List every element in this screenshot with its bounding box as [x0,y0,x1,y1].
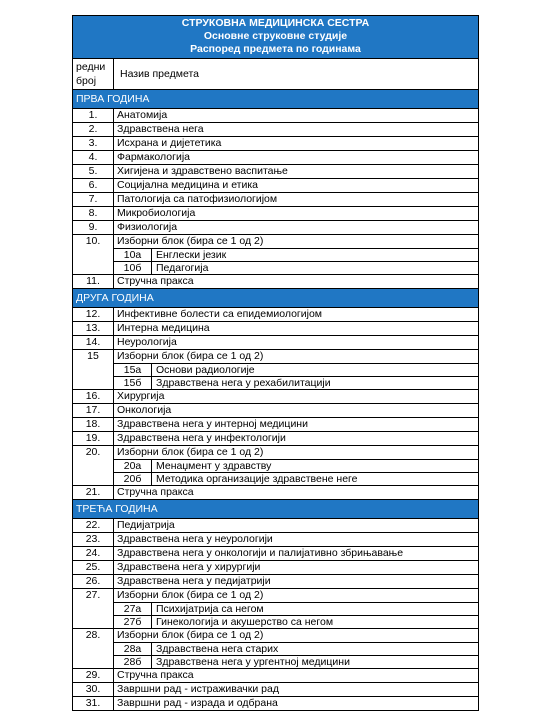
subject-row [73,234,478,248]
subject-number: 2. [73,123,114,136]
subject-row [73,532,478,546]
subject-name: Завршни рад - израда и одбрана [117,697,278,709]
subject-name: Неурологија [117,336,177,348]
subject-name: Физиологија [117,221,178,233]
indent-cell [73,261,114,274]
elective-option-row [73,459,478,472]
elective-option-row [73,602,478,615]
indent-cell [73,363,114,376]
subject-row [73,560,478,574]
subject-row [73,150,478,164]
option-name: Основи радиологије [152,363,478,376]
option-name: Педагогија [152,261,478,274]
program-title: СТРУКОВНА МЕДИЦИНСКА СЕСТРА [181,17,370,29]
subject-row [73,349,478,363]
subject-name-column-header: Назив предмета [120,68,199,80]
subject-name: Здравствена нега у хирургији [117,561,261,573]
subject-name: Изборни блок (бира се 1 од 2) [117,446,264,458]
subject-name: Изборни блок (бира се 1 од 2) [117,589,264,601]
option-number: 27б [114,615,152,628]
indent-cell [73,655,114,668]
elective-option-row [73,248,478,261]
option-number: 27а [114,602,152,615]
column-header-row [73,58,478,89]
subject-row [73,417,478,431]
option-number: 15б [114,376,152,389]
subject-name: Стручна пракса [117,669,194,681]
table-header [73,16,478,58]
subject-row [73,431,478,445]
subject-name: Анатомија [117,109,168,121]
years-container [73,89,478,710]
subject-number: 15 [73,350,114,363]
subject-name: Стручна пракса [117,486,194,498]
subject-number: 18. [73,418,114,431]
subject-name: Интерна медицина [117,322,210,334]
subject-name: Изборни блок (бира се 1 од 2) [117,235,264,247]
subject-name: Фармакологија [117,151,190,163]
subject-row [73,668,478,682]
subject-number: 19. [73,432,114,445]
subject-name: Хирургија [117,390,165,402]
study-type: Основне струковне студије [203,30,348,42]
subject-name: Здравствена нега у инфектологији [117,432,286,444]
subject-name: Здравствена нега [117,123,204,135]
subject-name: Изборни блок (бира се 1 од 2) [117,629,264,641]
subject-row [73,206,478,220]
year-heading: ПРВА ГОДИНА [73,89,478,108]
indent-cell [73,602,114,615]
subject-number: 16. [73,390,114,403]
subject-name: Здравствена нега у онкологији и палијативно збрињавање [117,547,404,559]
indent-cell [73,376,114,389]
subject-number: 29. [73,669,114,682]
subject-row [73,108,478,122]
subject-number: 12. [73,308,114,321]
subject-name: Педијатрија [117,519,175,531]
option-name: Гинекологија и акушерство са негом [152,615,478,628]
option-number: 20б [114,472,152,485]
subject-number: 23. [73,533,114,546]
subject-number: 11. [73,275,114,288]
subject-number: 9. [73,221,114,234]
subject-number: 10. [73,235,114,248]
subject-number: 8. [73,207,114,220]
option-name: Енглески језик [152,248,478,261]
subject-name: Здравствена нега у неурологији [117,533,273,545]
subject-name: Изборни блок (бира се 1 од 2) [117,350,264,362]
subject-number: 31. [73,697,114,710]
subject-row [73,389,478,403]
option-number: 10б [114,261,152,274]
subject-number: 17. [73,404,114,417]
subject-row [73,485,478,499]
number-column-header [73,59,114,89]
option-number: 10а [114,248,152,261]
number-header-line1: редни [76,61,106,73]
year-heading: ТРЕЋА ГОДИНА [73,499,478,518]
subject-number: 24. [73,547,114,560]
option-number: 15а [114,363,152,376]
option-number: 28б [114,655,152,668]
subject-number: 20. [73,446,114,459]
year-heading: ДРУГА ГОДИНА [73,288,478,307]
option-name: Психијатрија са негом [152,602,478,615]
subject-row [73,445,478,459]
subject-name: Патологија са патофизиологијом [117,193,278,205]
option-number: 28а [114,642,152,655]
elective-option-row [73,615,478,628]
subject-row [73,274,478,288]
subject-number: 5. [73,165,114,178]
number-header-line2: број [76,75,97,87]
subject-row [73,164,478,178]
elective-option-row [73,655,478,668]
elective-option-row [73,642,478,655]
subject-number: 4. [73,151,114,164]
elective-option-row [73,472,478,485]
subject-name: Хигијена и здравствено васпитање [117,165,288,177]
subject-number: 13. [73,322,114,335]
subject-name: Завршни рад - истраживачки рад [117,683,279,695]
subject-number: 14. [73,336,114,349]
subject-name: Социјална медицина и етика [117,179,259,191]
subject-row [73,696,478,710]
subject-number: 25. [73,561,114,574]
option-name: Методика организације здравствене неге [152,472,478,485]
subject-row [73,178,478,192]
subject-row [73,307,478,321]
indent-cell [73,248,114,261]
option-name: Менаџмент у здравству [152,459,478,472]
subject-number: 30. [73,683,114,696]
indent-cell [73,459,114,472]
subject-number: 6. [73,179,114,192]
subject-name: Здравствена нега у интерној медицини [117,418,308,430]
subject-number: 22. [73,519,114,532]
subject-row [73,546,478,560]
subject-row [73,136,478,150]
subject-number: 27. [73,589,114,602]
subject-name: Здравствена нега у педијатрији [117,575,271,587]
subject-number: 26. [73,575,114,588]
subject-row [73,321,478,335]
course-schedule-table [72,15,479,711]
subject-row [73,220,478,234]
subject-row [73,403,478,417]
subject-number: 28. [73,629,114,642]
subject-row [73,682,478,696]
option-name: Здравствена нега у рехабилитацији [152,376,478,389]
subject-name: Микробиологија [117,207,196,219]
elective-option-row [73,376,478,389]
subject-row [73,588,478,602]
subject-row [73,192,478,206]
indent-cell [73,615,114,628]
indent-cell [73,642,114,655]
option-number: 20а [114,459,152,472]
subject-row [73,122,478,136]
subject-name: Инфективне болести са епидемиологијом [117,308,323,320]
elective-option-row [73,261,478,274]
subject-name: Исхрана и дијететика [117,137,222,149]
indent-cell [73,472,114,485]
subject-row [73,574,478,588]
subject-number: 7. [73,193,114,206]
subject-row [73,628,478,642]
option-name: Здравствена нега старих [152,642,478,655]
subject-row [73,335,478,349]
subject-row [73,518,478,532]
subject-name: Стручна пракса [117,275,194,287]
subject-number: 21. [73,486,114,499]
option-name: Здравствена нега у ургентној медицини [152,655,478,668]
subject-name: Онкологија [117,404,172,416]
subject-number: 3. [73,137,114,150]
schedule-subtitle: Распоред предмета по годинама [190,43,361,55]
subject-number: 1. [73,109,114,122]
elective-option-row [73,363,478,376]
